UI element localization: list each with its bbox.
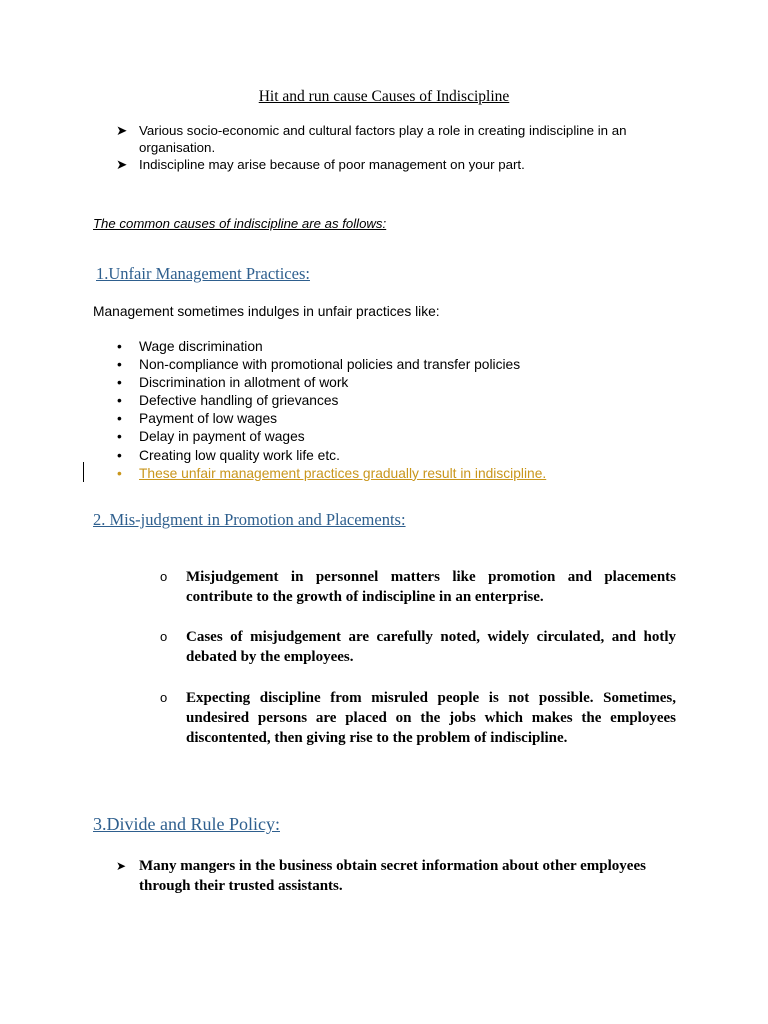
list-item [116, 856, 676, 896]
section-heading-divide-rule [93, 814, 280, 835]
arrow-bullet-icon: ➤ [116, 123, 128, 138]
bullet-dot-icon: • [117, 357, 122, 373]
bullet-dot-icon: • [117, 375, 122, 391]
misjudgment-list-3 [160, 688, 676, 748]
list-item-text: These unfair management practices gradually result in indiscipline. [139, 465, 547, 481]
list-item [160, 688, 676, 748]
list-item-highlighted[interactable] [116, 465, 676, 483]
list-item [116, 122, 676, 156]
list-item-text: Various socio-economic and cultural factors play a role in creating indiscipline in an organisation. [139, 123, 627, 155]
arrow-bullet-icon: ➤ [116, 157, 128, 172]
section-heading-misjudgment: 2. Mis-judgment in Promotion and Placements: [93, 510, 406, 529]
bullet-dot-icon: • [117, 411, 122, 427]
bullet-dot-icon: • [117, 447, 122, 463]
list-item [116, 428, 676, 446]
list-item-text: Payment of low wages [139, 411, 278, 427]
section-lead: Management sometimes indulges in unfair practices like: [93, 304, 440, 319]
list-item [116, 374, 676, 392]
list-item-text: Creating low quality work life etc. [139, 447, 340, 463]
section-heading-text: Divide and Rule Policy: [106, 814, 280, 834]
bullet-dot-icon: • [117, 465, 122, 481]
list-item [116, 356, 676, 374]
list-item-text: Indiscipline may arise because of poor management on your part. [139, 157, 525, 172]
bullet-dot-icon: • [117, 429, 122, 445]
list-item [116, 447, 676, 465]
list-item-text: Misjudgement in personnel matters like promotion and placements contribute to the growth of indiscipline in an enterprise. [186, 569, 676, 605]
arrow-bullet-icon: ➤ [116, 859, 127, 873]
list-item [160, 567, 676, 607]
intro-caption: The common causes of indiscipline are as follows: [93, 216, 387, 231]
list-item [116, 392, 676, 410]
list-item-text: Wage discrimination [139, 339, 263, 354]
bullet-dot-icon: • [117, 339, 122, 354]
section-heading-unfair-practices: 1.Unfair Management Practices: [96, 264, 310, 283]
misjudgment-list-1 [160, 567, 676, 607]
list-item [160, 627, 676, 667]
unfair-practices-list [116, 338, 676, 483]
document-title: Hit and run cause Causes of Indiscipline [258, 88, 510, 105]
list-item-text: Expecting discipline from misruled people is not possible. Sometimes, undesired persons are placed on the jobs which makes the employees discontented, then giving rise to the problem of indiscipline. [186, 690, 676, 746]
list-item-text: Non-compliance with promotional policies and transfer policies [139, 357, 521, 373]
circle-bullet-icon: o [160, 569, 168, 584]
list-item [116, 338, 676, 356]
section-number: 3. [93, 814, 107, 834]
list-item [116, 410, 676, 428]
list-item-text: Many mangers in the business obtain secret information about other employees through their trusted assistants. [139, 858, 646, 894]
list-item-text: Delay in payment of wages [139, 429, 305, 445]
circle-bullet-icon: o [160, 629, 168, 644]
list-item [116, 156, 676, 173]
bullet-dot-icon: • [117, 393, 122, 409]
text-cursor [83, 462, 84, 482]
list-item-text: Cases of misjudgement are carefully noted, widely circulated, and hotly debated by the employees. [186, 629, 676, 665]
list-item-text: Defective handling of grievances [139, 393, 339, 409]
divide-rule-list [116, 856, 676, 896]
misjudgment-list-2 [160, 627, 676, 667]
list-item-text: Discrimination in allotment of work [139, 375, 349, 391]
circle-bullet-icon: o [160, 690, 168, 705]
intro-list [116, 122, 676, 173]
